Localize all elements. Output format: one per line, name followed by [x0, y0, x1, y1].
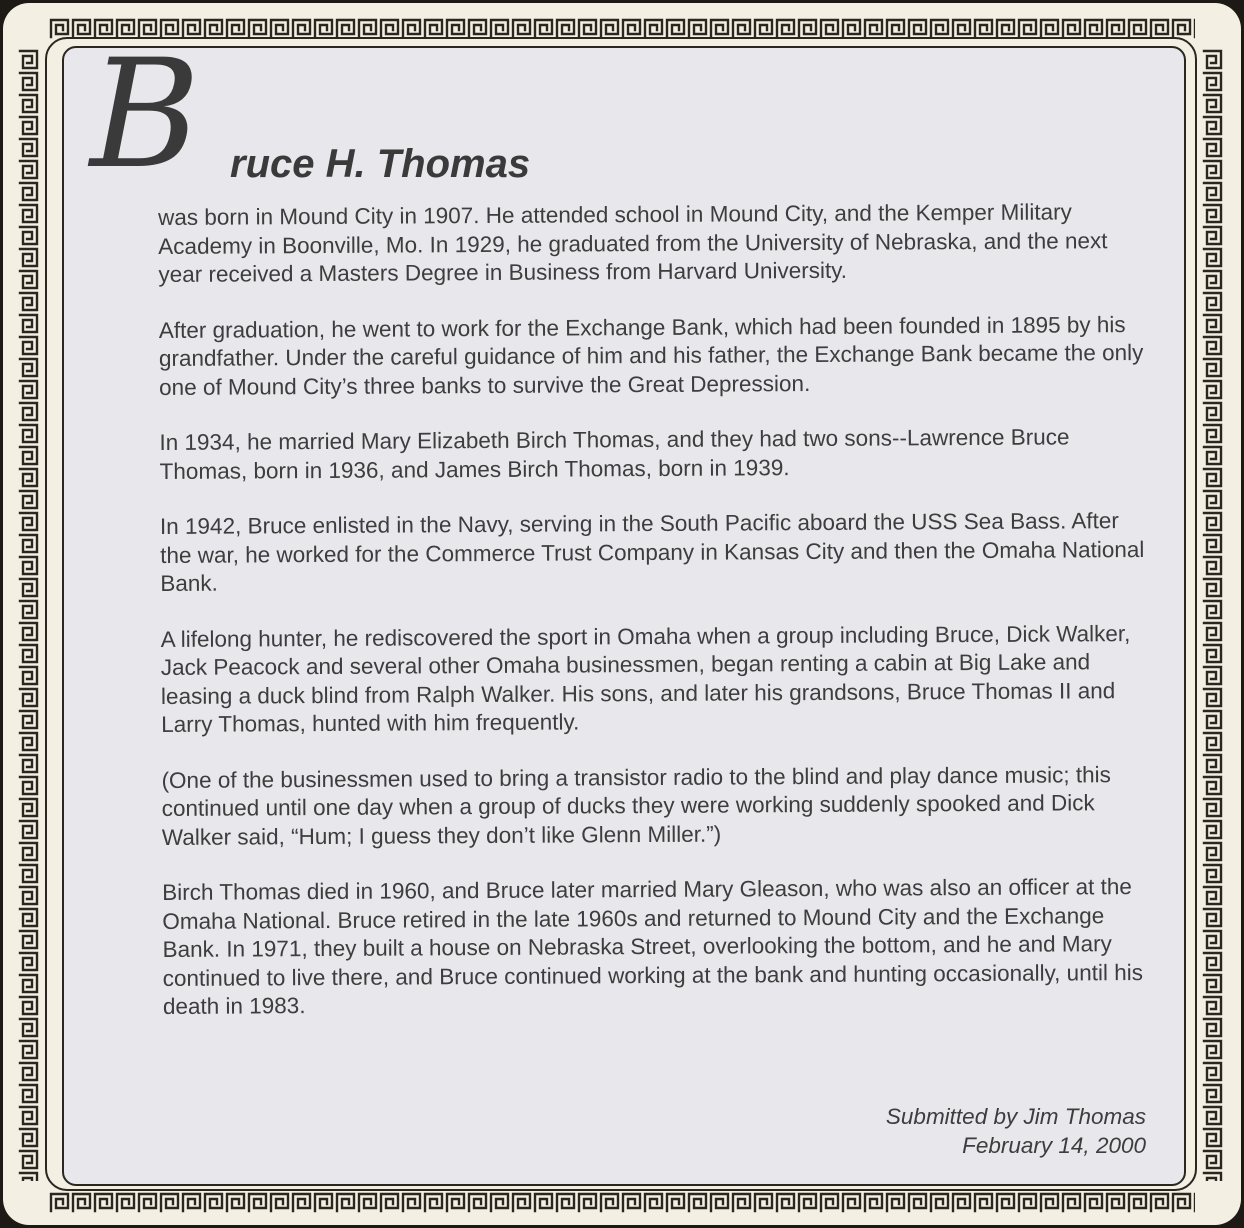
page-title: [90, 46, 790, 202]
biography-text: [158, 198, 1153, 1049]
greek-key-border-right: [1202, 49, 1224, 1181]
greek-key-border-top: [49, 17, 1195, 39]
title-initial-letter: B: [90, 46, 201, 202]
paragraph-marriage: In 1934, he married Mary Elizabeth Birch Thomas, and they had two sons--Lawrence Bruce Thomas, born in 1936, and James Birch Thomas, born in 1939.: [159, 424, 1070, 484]
paragraph-career-bank: After graduation, he went to work for the Exchange Bank, which had been founded in 1895 by his grandfather. Under the careful guidance of him and his father, the Exchange Bank became the only one of Mound City’s three banks to survive the Great Depression.: [158, 311, 1144, 400]
signature-block: [886, 1102, 1146, 1160]
submitted-by: Submitted by Jim Thomas: [885, 1104, 1146, 1129]
document-page: [62, 46, 1186, 1186]
submission-date: February 14, 2000: [962, 1133, 1146, 1158]
paragraph-navy: In 1942, Bruce enlisted in the Navy, serving in the South Pacific aboard the USS Sea Bass. After the war, he worked for the Commerce Trust Company in Kansas City and then the Omaha National Bank.: [159, 508, 1145, 596]
paragraph-anecdote: (One of the businessmen used to bring a transistor radio to the blind and play dance music; this continued until one day when a group of ducks they were working suddenly spooked and Dick Walker said, “Hum; I guess they don’t like Glenn Miller.”): [161, 761, 1111, 850]
paragraph-later-life: Birch Thomas died in 1960, and Bruce later married Mary Gleason, who was also an officer at the Omaha National. Bruce retired in the late 1960s and returned to Mound City and the Exchange Bank. In 1971, they built a house on Nebraska Street, overlooking the bottom, and he and Mary continued to live there, and Bruce continued working at the bank and hunting occasionally, until his death in 1983.: [162, 874, 1144, 1019]
title-name: ruce H. Thomas: [230, 142, 531, 186]
paragraph-hunting: A lifelong hunter, he rediscovered the sport in Omaha when a group including Bruce, Dick Walker, Jack Peacock and several other Omaha businessmen, began renting a cabin at Big Lake and leasing a duck blind from Ralph Walker. His sons, and later his grandsons, Bruce Thomas II and Larry Thomas, hunted with him frequently.: [160, 620, 1131, 737]
greek-key-border-bottom: [49, 1191, 1195, 1213]
paragraph-birth-education: was born in Mound City in 1907. He attended school in Mound City, and the Kemper Military Academy in Boonville, Mo. In 1929, he graduated from the University of Nebraska, and the next year received a Masters Degree in Business from Harvard University.: [158, 199, 1108, 287]
greek-key-border-left: [18, 49, 40, 1181]
decorative-frame: [3, 3, 1241, 1225]
